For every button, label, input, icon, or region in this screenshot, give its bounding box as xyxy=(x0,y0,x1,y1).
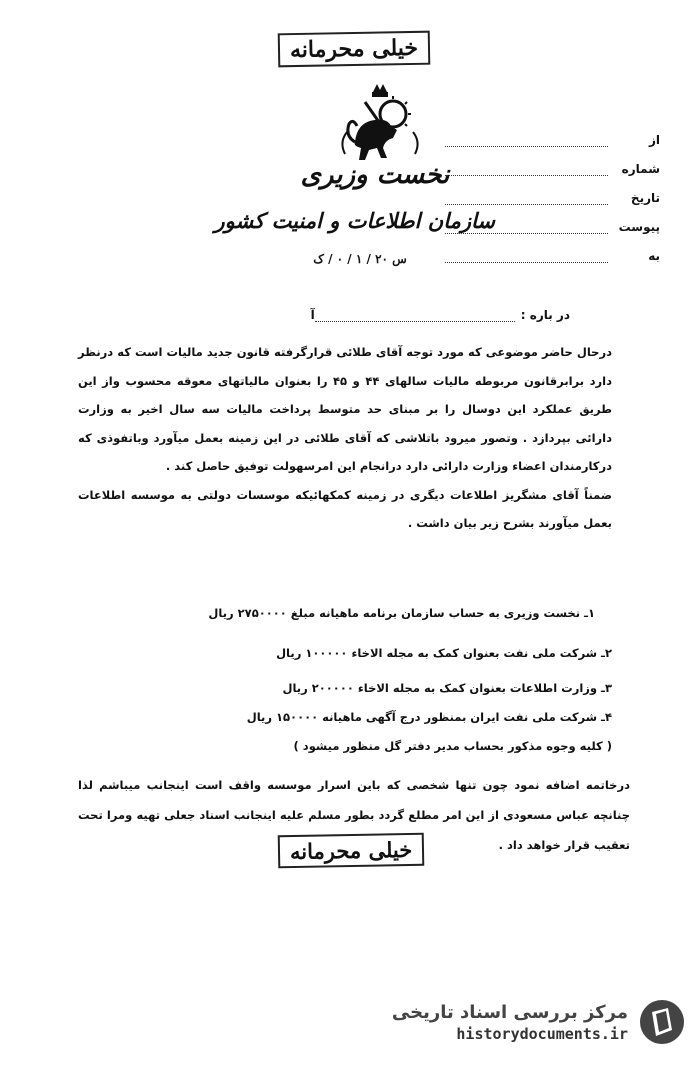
header-field-label: تاریخ xyxy=(630,191,660,205)
header-field-label: از xyxy=(648,133,660,147)
archive-logo-icon xyxy=(638,998,686,1046)
subject-line xyxy=(311,308,570,322)
header-field-attachment xyxy=(445,205,660,234)
list-item: ۱ـ نخست وزیری به حساب سازمان برنامه ماهیانه مبلغ ۲۷۵۰۰۰۰ ریال xyxy=(208,606,595,620)
header-field-label: پیوست xyxy=(618,220,660,234)
header-field-line xyxy=(445,221,608,234)
subject-value: آ xyxy=(310,308,315,322)
header-field-line xyxy=(445,250,608,263)
header-field-to xyxy=(445,234,660,263)
watermark-title: مرکز بررسی اسناد تاریخی xyxy=(391,1002,628,1023)
lion-and-sun-emblem-icon xyxy=(335,82,425,167)
header-field-number xyxy=(445,147,660,176)
list-item: ۴ـ شرکت ملی نفت ایران بمنظور درج آگهی ماهیانه ۱۵۰۰۰۰ ریال xyxy=(246,710,612,724)
closing-text: درخاتمه اضافه نمود چون تنها شخصی که باین اسرار موسسه واقف است اینجانب میباشم لذا چنانچه عباس مسعودی از این امر مطلع گردد بطور مسلم علیه اینجانب اسناد جعلی تهیه ومرا تحت تعقیب قرار خواهد داد . xyxy=(78,778,630,852)
agency-title: سازمان اطلاعات و امنیت کشور xyxy=(214,208,495,233)
body-paragraph: درحال حاضر موضوعی که مورد توجه آقای طلائی قرارگرفته قانون جدید مالیات است که درنظر دارد برابرقانون مربوطه مالیات سالهای ۴۴ و ۴۵ را بعنوان مالیاتهای معوقه محسوب واز این طریق عملکرد این دوسال را بر مبنای حد متوسط پرداخت مالیات سه سال اخیر به وزارت دارائی بپردازد . وتصور میرود باتلاشی که آقای طلائی در این زمینه بعمل میآورد وباتفوذی که درکارمندان اعضاء وزارت دارائی دارد درانجام این امرسهولت توفیق حاصل کند . xyxy=(78,345,612,473)
site-watermark xyxy=(386,992,686,1052)
ministry-title: نخست وزیری xyxy=(300,160,450,190)
classification-stamp-bottom: خیلی محرمانه xyxy=(278,833,425,869)
header-field-label: به xyxy=(648,249,660,263)
watermark-text xyxy=(392,1001,628,1043)
header-fields xyxy=(445,118,660,263)
subject-line-rule xyxy=(315,311,515,322)
header-field-line xyxy=(445,192,608,205)
header-field-label: شماره xyxy=(621,162,660,176)
header-field-from xyxy=(445,118,660,147)
subject-label: در باره : xyxy=(520,308,570,322)
parenthetical-note: ( کلیه وجوه مذکور بحساب مدیر دفتر گل منظور میشود ) xyxy=(293,739,612,753)
header-field-line xyxy=(445,134,608,147)
note-paragraph: ضمناً آقای مشگریز اطلاعات دیگری در زمینه کمکهائیکه موسسات دولتی به موسسه اطلاعات بعمل میآورند بشرح زیر بیان داشت . xyxy=(78,487,612,530)
letter-body xyxy=(78,338,612,538)
header-field-line xyxy=(445,163,608,176)
list-item: ۳ـ وزارت اطلاعات بعنوان کمک به مجله الاخاء ۲۰۰۰۰۰ ریال xyxy=(282,681,612,695)
list-item: ۲ـ شرکت ملی نفت بعنوان کمک به مجله الاخاء ۱۰۰۰۰۰ ریال xyxy=(276,646,612,660)
header-field-date xyxy=(445,176,660,205)
classification-stamp-top: خیلی محرمانه xyxy=(278,31,431,68)
reference-code: س ۲۰ / ۱ / ۰ / ک xyxy=(313,252,407,266)
watermark-url: historydocuments.ir xyxy=(456,1025,628,1043)
